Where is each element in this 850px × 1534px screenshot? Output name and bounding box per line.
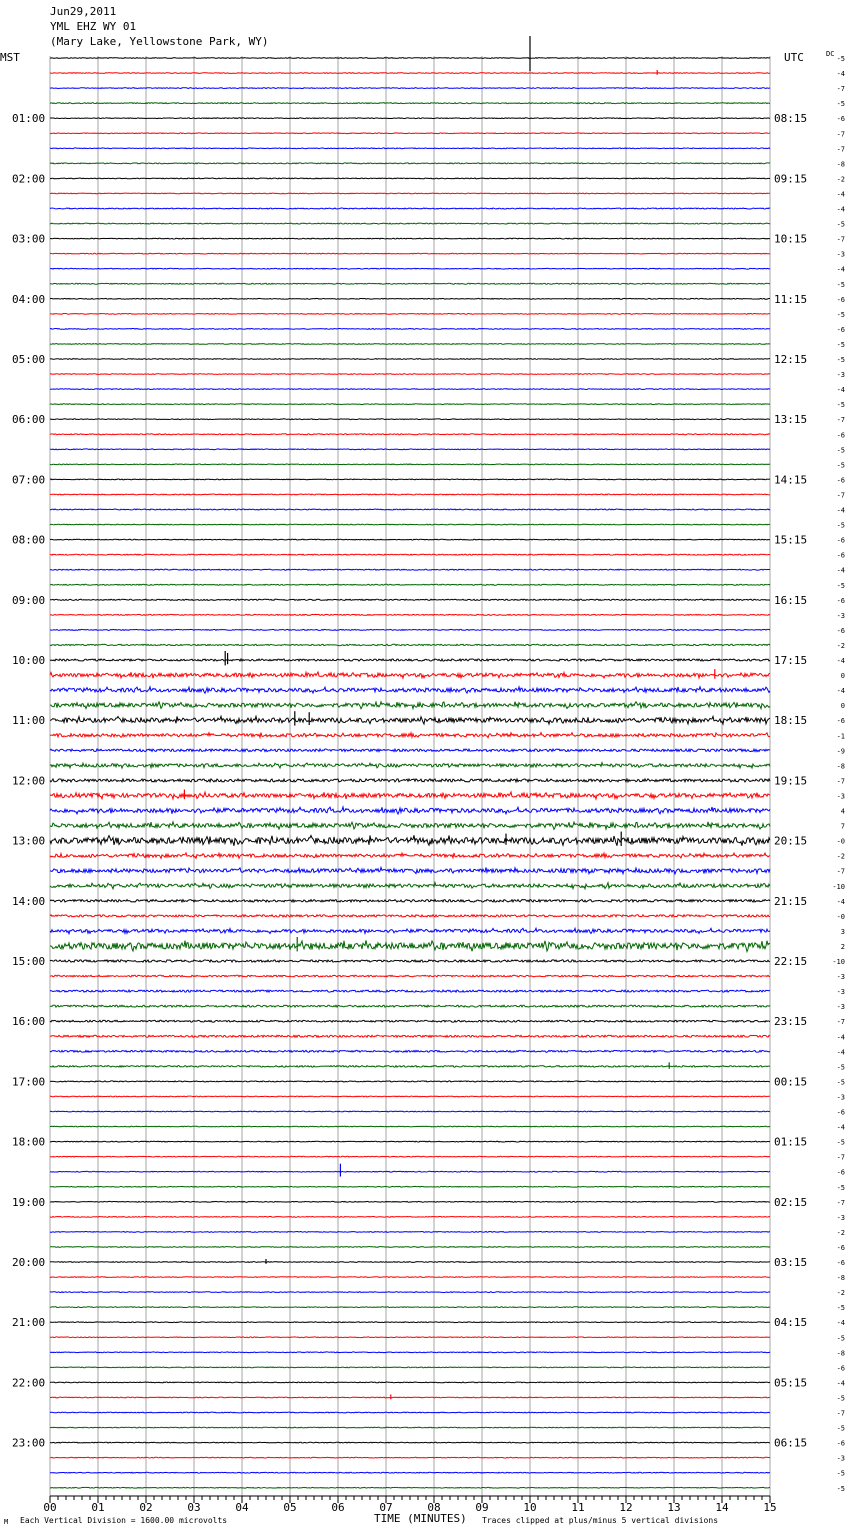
minute-gridlines [50,56,770,1496]
dc-offset-label: -6 [836,1364,845,1373]
dc-offset-label: -4 [836,265,845,274]
x-tick-label: 14 [715,1501,729,1514]
dc-offset-label: -4 [836,897,845,906]
dc-offset-label: -5 [836,55,845,63]
utc-hour-label: 21:15 [774,894,808,908]
trace-row [50,193,770,194]
trace-row [50,419,770,420]
dc-offset-label: -5 [836,1394,845,1403]
x-axis-title: TIME (MINUTES) [374,1512,467,1525]
x-tick-label: 02 [139,1501,153,1514]
dc-offset-label: -7 [836,777,845,786]
dc-offset-label: -2 [836,175,845,184]
dc-offset-label: -3 [836,1213,845,1222]
dc-offset-label: -3 [836,1093,845,1102]
trace-row [50,1397,770,1398]
trace-row [50,494,770,495]
trace-row [50,73,770,74]
dc-offset-label: -2 [836,1228,845,1237]
mst-hour-label: 09:00 [12,593,46,607]
dc-offset-label: -6 [836,325,845,334]
trace-row [50,883,770,889]
dc-offset-label: -5 [836,446,845,455]
dc-offset-label: -4 [836,1048,845,1057]
x-tick-label: 05 [283,1501,297,1514]
mst-hour-label: 18:00 [12,1135,46,1149]
trace-row [50,283,770,284]
trace-row [50,702,770,709]
trace-row [50,1367,770,1368]
trace-row [50,1035,770,1037]
dc-offset-label: 0 [840,702,845,711]
mst-hour-label: 12:00 [12,774,46,788]
trace-row [50,133,770,134]
trace-row [50,1201,770,1202]
dc-offset-label: -4 [836,657,845,665]
mst-hour-label: 16:00 [12,1015,46,1029]
trace-row [50,763,770,769]
dc-offset-label: -6 [836,431,845,440]
trace-row [50,659,770,661]
seismic-traces [50,58,770,1489]
utc-hour-label: 19:15 [774,774,808,788]
dc-offset-label: -1 [836,732,845,741]
mst-hour-label: 06:00 [12,413,46,427]
dc-offset-label: -3 [836,1454,845,1463]
dc-offset-label: -5 [836,1063,845,1072]
utc-hour-label: 08:15 [774,112,808,126]
x-tick-label: 03 [187,1501,201,1514]
dc-offset-label: -4 [836,1033,845,1042]
trace-row [50,1292,770,1293]
trace-row [50,223,770,224]
dc-offset-label: -5 [836,1424,845,1433]
dc-offset-label: 2 [840,943,845,951]
trace-row [50,178,770,179]
mst-hour-label: 02:00 [12,172,46,186]
trace-row [50,1247,770,1248]
utc-hour-label: 02:15 [774,1195,808,1209]
trace-row [50,1382,770,1383]
trace-row [50,599,770,600]
dc-offset-label: -6 [836,536,845,545]
scale-note: Each Vertical Division = 1600.00 microvolts [20,1516,228,1525]
trace-row [50,928,770,934]
dc-offset-label: -3 [836,1003,845,1012]
trace-row [50,329,770,330]
trace-row [50,835,770,846]
dc-offset-label: -6 [836,476,845,485]
utc-hour-label: 01:15 [774,1135,808,1149]
mst-hour-label: 21:00 [12,1316,46,1330]
mst-hour-label: 13:00 [12,834,46,848]
utc-hour-label: 16:15 [774,593,808,607]
utc-hour-label: 09:15 [774,172,808,186]
utc-hour-label: 10:15 [774,232,808,246]
trace-row [50,1232,770,1233]
dc-offset-label: -5 [836,356,845,364]
dc-offset-label: -5 [836,1138,845,1147]
dc-offset-label: -7 [836,1198,845,1207]
trace-row [50,1427,770,1428]
trace-row [50,687,770,693]
x-tick-label: 11 [571,1501,585,1514]
dc-offset-label: -3 [836,988,845,997]
mst-hour-label: 22:00 [12,1376,46,1390]
mst-hour-label: 04:00 [12,292,46,306]
dc-offset-label: -5 [836,1304,845,1313]
dc-offset-label: -5 [836,521,845,530]
trace-row [50,298,770,299]
trace-row [50,1171,770,1172]
trace-row [50,1141,770,1142]
x-tick-label: 15 [763,1501,777,1514]
x-tick-label: 08 [427,1501,441,1514]
trace-row [50,1096,770,1097]
x-tick-label: 09 [475,1501,489,1514]
dc-offset-label: -10 [832,882,845,891]
utc-hour-label: 05:15 [774,1376,808,1390]
chart-location: (Mary Lake, Yellowstone Park, WY) [50,35,269,48]
seismic-events [184,36,714,1399]
mst-hour-label: 10:00 [12,654,46,667]
trace-row [50,792,770,799]
trace-row [50,1442,770,1443]
dc-offset-label: 4 [840,807,845,816]
x-tick-label: 13 [667,1501,681,1514]
mst-hour-label: 17:00 [12,1075,46,1089]
dc-offset-label: -5 [836,1469,845,1478]
dc-offset-label: -5 [836,1484,845,1493]
dc-offset-label: -10 [832,958,845,966]
x-tick-label: 10 [523,1501,537,1514]
dc-offset-label: -6 [836,1168,845,1177]
trace-row [50,404,770,405]
utc-hour-label: 06:15 [774,1436,808,1450]
trace-row [50,449,770,450]
mst-hour-label: 03:00 [12,232,46,246]
corner-mark: M [4,1518,9,1526]
utc-hour-label: 14:15 [774,473,808,487]
dc-offset-label: -3 [836,250,845,259]
dc-offset-label: -2 [836,852,845,861]
dc-offset-label: -5 [836,100,845,109]
utc-hour-label: 13:15 [774,413,808,427]
utc-hour-label: 18:15 [774,714,808,728]
dc-offset-label: -5 [836,1183,845,1192]
dc-offset-label: -3 [836,792,845,801]
dc-offset-label: -5 [836,310,845,319]
trace-row [50,118,770,119]
trace-row [50,749,770,752]
dc-offset-label: -4 [836,1123,845,1132]
trace-row [50,1126,770,1127]
x-tick-label: 01 [91,1501,105,1514]
dc-offset-label: -7 [836,235,845,244]
dc-offset-label: -6 [836,1108,845,1117]
dc-label: DC [826,50,835,58]
mst-hour-label: 08:00 [12,533,46,547]
trace-row [50,1156,770,1157]
dc-offset-label: -4 [836,506,845,515]
trace-row [50,716,770,724]
dc-offset-label: -6 [836,115,845,124]
utc-hour-label: 11:15 [774,292,808,306]
dc-offset-label: -4 [836,687,845,696]
trace-row [50,960,770,962]
dc-offset-label: 3 [840,927,845,936]
dc-offset-label: 0 [840,672,845,681]
dc-offset-label: -5 [836,280,845,289]
trace-row [50,1457,770,1458]
mst-hour-label: 11:00 [12,714,46,728]
dc-offset-label: -4 [836,1379,845,1388]
trace-row [50,554,770,555]
dc-offset-label: -4 [836,566,845,575]
trace-row [50,1337,770,1338]
trace-row [50,853,770,859]
trace-row [50,900,770,902]
dc-offset-label: -7 [836,1153,845,1162]
dc-offset-label: -0 [836,837,845,846]
trace-row [50,584,770,585]
trace-row [50,509,770,510]
dc-offset-label: -7 [836,491,845,500]
dc-offset-label: -7 [836,416,845,425]
right-axis-label: UTC [784,51,804,64]
dc-offset-label: -7 [836,1409,845,1418]
trace-row [50,314,770,315]
mst-hour-label: 14:00 [12,894,46,908]
trace-row [50,614,770,615]
dc-offset-label: -7 [836,85,845,94]
trace-row [50,539,770,540]
dc-offset-label: -8 [836,762,845,771]
mst-hour-label: 07:00 [12,473,46,487]
trace-row [50,103,770,104]
dc-offset-label: -5 [836,401,845,410]
trace-row [50,915,770,917]
dc-offset-label: -4 [836,1319,845,1328]
trace-row [50,344,770,345]
utc-hour-label: 22:15 [774,955,808,968]
dc-offset-label: -6 [836,596,845,605]
trace-row [50,88,770,89]
trace-row [50,733,770,738]
trace-row [50,990,770,992]
utc-hour-label: 00:15 [774,1075,808,1089]
x-tick-label: 06 [331,1501,345,1514]
trace-row [50,629,770,630]
dc-offset-label: -5 [836,581,845,590]
dc-offset-label: -6 [836,295,845,304]
dc-offset-label: -4 [836,205,845,214]
chart-date: Jun29,2011 [50,5,117,18]
trace-row [50,374,770,375]
trace-row [50,644,770,645]
trace-row [50,1217,770,1218]
dc-offset-label: -5 [836,340,845,349]
trace-row [50,1262,770,1263]
trace-row [50,464,770,465]
dc-offset-label: -6 [836,1439,845,1448]
utc-hour-label: 03:15 [774,1256,808,1269]
trace-row [50,524,770,525]
dc-offset-label: -3 [836,611,845,620]
trace-row [50,1487,770,1488]
dc-offset-label: -8 [836,1274,845,1282]
trace-row [50,58,770,59]
dc-offset-label: -4 [836,386,845,395]
dc-offset-label: -5 [836,220,845,229]
trace-row [50,253,770,254]
dc-offset-label: -0 [836,912,845,921]
dc-offset-label: -7 [836,130,845,139]
trace-row [50,1005,770,1007]
trace-row [50,1352,770,1353]
dc-offset-label: -9 [836,747,845,756]
trace-row [50,822,770,830]
trace-row [50,479,770,480]
trace-row [50,672,770,678]
dc-offset-label: -3 [836,973,845,982]
utc-hour-label: 17:15 [774,654,808,667]
x-tick-label: 07 [379,1501,393,1514]
trace-row [50,975,770,977]
trace-row [50,268,770,269]
dc-offset-label: -3 [836,371,845,380]
mst-hour-label: 05:00 [12,353,46,366]
trace-row [50,1111,770,1112]
trace-row [50,1081,770,1082]
utc-hour-label: 20:15 [774,834,808,848]
trace-row [50,1322,770,1323]
trace-row [50,163,770,164]
trace-row [50,940,770,951]
dc-offset-label: -6 [836,717,845,726]
trace-row [50,1186,770,1187]
mst-hour-label: 23:00 [12,1436,46,1450]
dc-offset-label: -2 [836,1289,845,1298]
mst-hour-label: 01:00 [12,112,46,126]
x-tick-label: 04 [235,1501,249,1514]
utc-hour-label: 12:15 [774,353,808,366]
chart-station: YML EHZ WY 01 [50,20,137,33]
trace-row [50,1050,770,1052]
trace-row [50,1020,770,1022]
trace-row [50,359,770,360]
dc-offset-label: -6 [836,626,845,635]
left-axis-label: MST [0,51,20,64]
trace-row [50,1472,770,1473]
dc-offset-label: -2 [836,642,845,650]
trace-row [50,1066,770,1068]
dc-offset-label: -8 [836,160,845,169]
dc-offset-label: -4 [836,70,845,78]
clip-note: Traces clipped at plus/minus 5 vertical divisions [482,1516,719,1525]
trace-row [50,1277,770,1278]
dc-offset-label: -6 [836,1259,845,1267]
utc-hour-label: 04:15 [774,1316,808,1330]
trace-row [50,867,770,874]
dc-offset-label: -4 [836,190,845,199]
x-tick-label: 00 [43,1501,57,1514]
dc-offset-label: -6 [836,551,845,560]
dc-offset-label: -7 [836,145,845,154]
dc-offset-label: -5 [836,1334,845,1343]
dc-offset-label: -5 [836,1078,845,1087]
trace-row [50,779,770,782]
dc-offset-label: 7 [840,822,845,831]
dc-offset-label: -6 [836,1244,845,1252]
dc-offset-label: -7 [836,867,845,876]
dc-offset-label: -5 [836,461,845,470]
trace-row [50,434,770,435]
trace-row [50,208,770,209]
trace-row [50,148,770,149]
utc-hour-label: 15:15 [774,533,808,547]
trace-row [50,1412,770,1413]
trace-row [50,389,770,390]
trace-row [50,238,770,239]
mst-hour-label: 15:00 [12,955,46,968]
trace-row [50,569,770,570]
dc-offset-label: -8 [836,1349,845,1358]
mst-hour-label: 19:00 [12,1195,46,1209]
mst-hour-label: 20:00 [12,1256,46,1269]
dc-offset-label: -7 [836,1018,845,1027]
utc-hour-label: 23:15 [774,1015,808,1029]
x-tick-label: 12 [619,1501,633,1514]
trace-row [50,807,770,814]
trace-row [50,1307,770,1308]
